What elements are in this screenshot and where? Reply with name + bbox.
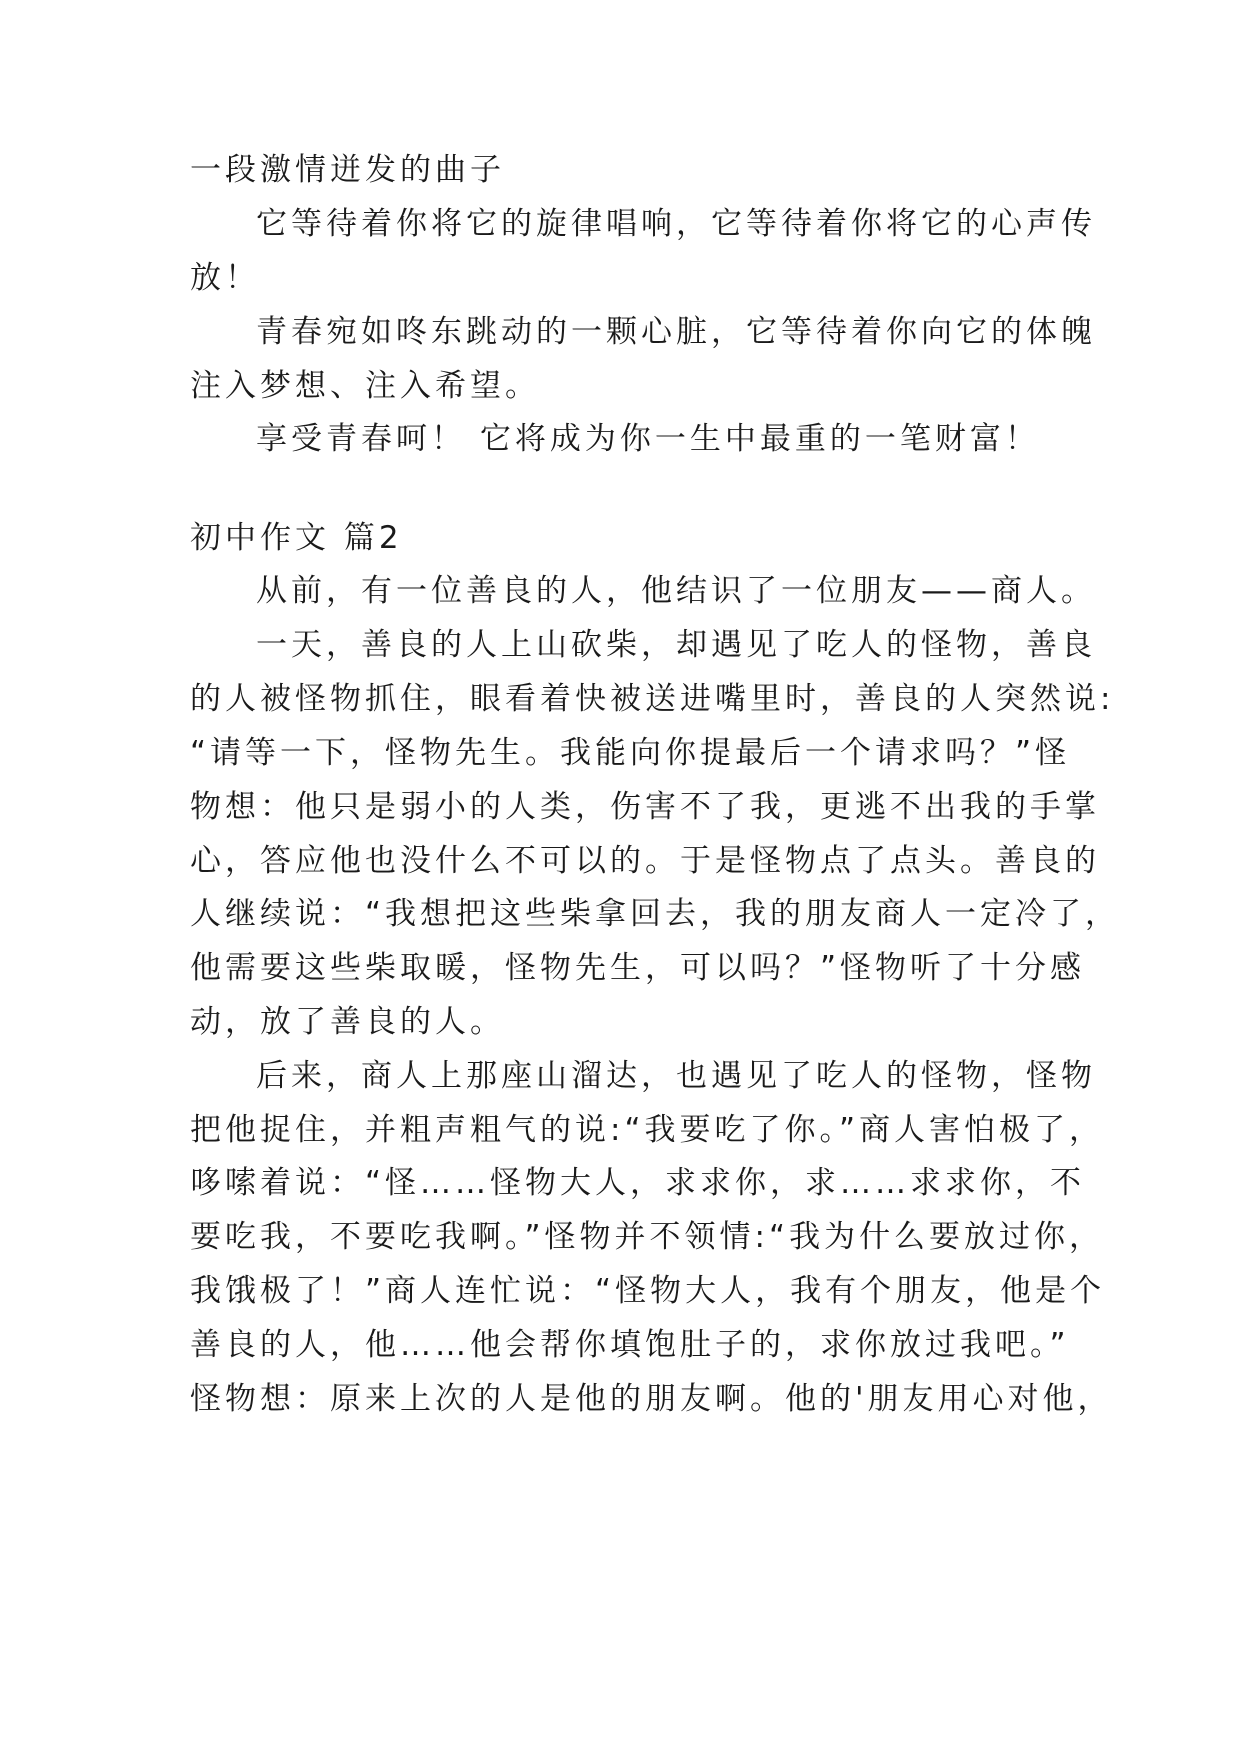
paragraph-line: 物想：他只是弱小的人类，伤害不了我，更逃不出我的手掌 bbox=[190, 789, 1100, 825]
paragraph-line: 我饿极了！”商人连忙说：“怪物大人，我有个朋友，他是个 bbox=[190, 1273, 1106, 1309]
paragraph-line: 享受青春呵！ 它将成为你一生中最重的一笔财富！ bbox=[256, 421, 1040, 457]
paragraph-line: 它等待着你将它的旋律唱响，它等待着你将它的心声传 bbox=[256, 206, 1096, 242]
paragraph-line: 青春宛如咚东跳动的一颗心脏，它等待着你向它的体魄 bbox=[256, 314, 1096, 350]
paragraph-line: 放！ bbox=[190, 260, 260, 296]
paragraph-line: 把他捉住，并粗声粗气的说:“我要吃了你。”商人害怕极了， bbox=[190, 1112, 1105, 1148]
paragraph-line: 善良的人，他……他会帮你填饱肚子的，求你放过我吧。” bbox=[190, 1327, 1070, 1363]
paragraph-line: 怪物想：原来上次的人是他的朋友啊。他的'朋友用心对他， bbox=[190, 1381, 1113, 1417]
paragraph-line: 的人被怪物抓住，眼看着快被送进嘴里时，善良的人突然说: bbox=[190, 681, 1115, 717]
paragraph-line: 心，答应他也没什么不可以的。于是怪物点了点头。善良的 bbox=[190, 843, 1100, 879]
paragraph-line: 一天，善良的人上山砍柴，却遇见了吃人的怪物，善良 bbox=[256, 627, 1096, 663]
paragraph-line: 动，放了善良的人。 bbox=[190, 1004, 505, 1040]
paragraph-line: 后来，商人上那座山溜达，也遇见了吃人的怪物，怪物 bbox=[256, 1058, 1096, 1094]
paragraph-line: “请等一下，怪物先生。我能向你提最后一个请求吗？”怪 bbox=[190, 735, 1071, 771]
essay-title: 初中作文 篇2 bbox=[190, 520, 403, 556]
section1-heading: 一段激情迸发的曲子 bbox=[190, 152, 505, 188]
paragraph-line: 从前，有一位善良的人，他结识了一位朋友——商人。 bbox=[256, 573, 1096, 609]
paragraph-line: 哆嗦着说：“怪……怪物大人，求求你，求……求求你，不 bbox=[190, 1165, 1086, 1201]
paragraph-line: 注入梦想、注入希望。 bbox=[190, 368, 540, 404]
paragraph-line: 要吃我，不要吃我啊。”怪物并不领情:“我为什么要放过你， bbox=[190, 1219, 1105, 1255]
paragraph-line: 人继续说：“我想把这些柴拿回去，我的朋友商人一定冷了， bbox=[190, 896, 1121, 932]
paragraph-line: 他需要这些柴取暖，怪物先生，可以吗？”怪物听了十分感 bbox=[190, 950, 1086, 986]
